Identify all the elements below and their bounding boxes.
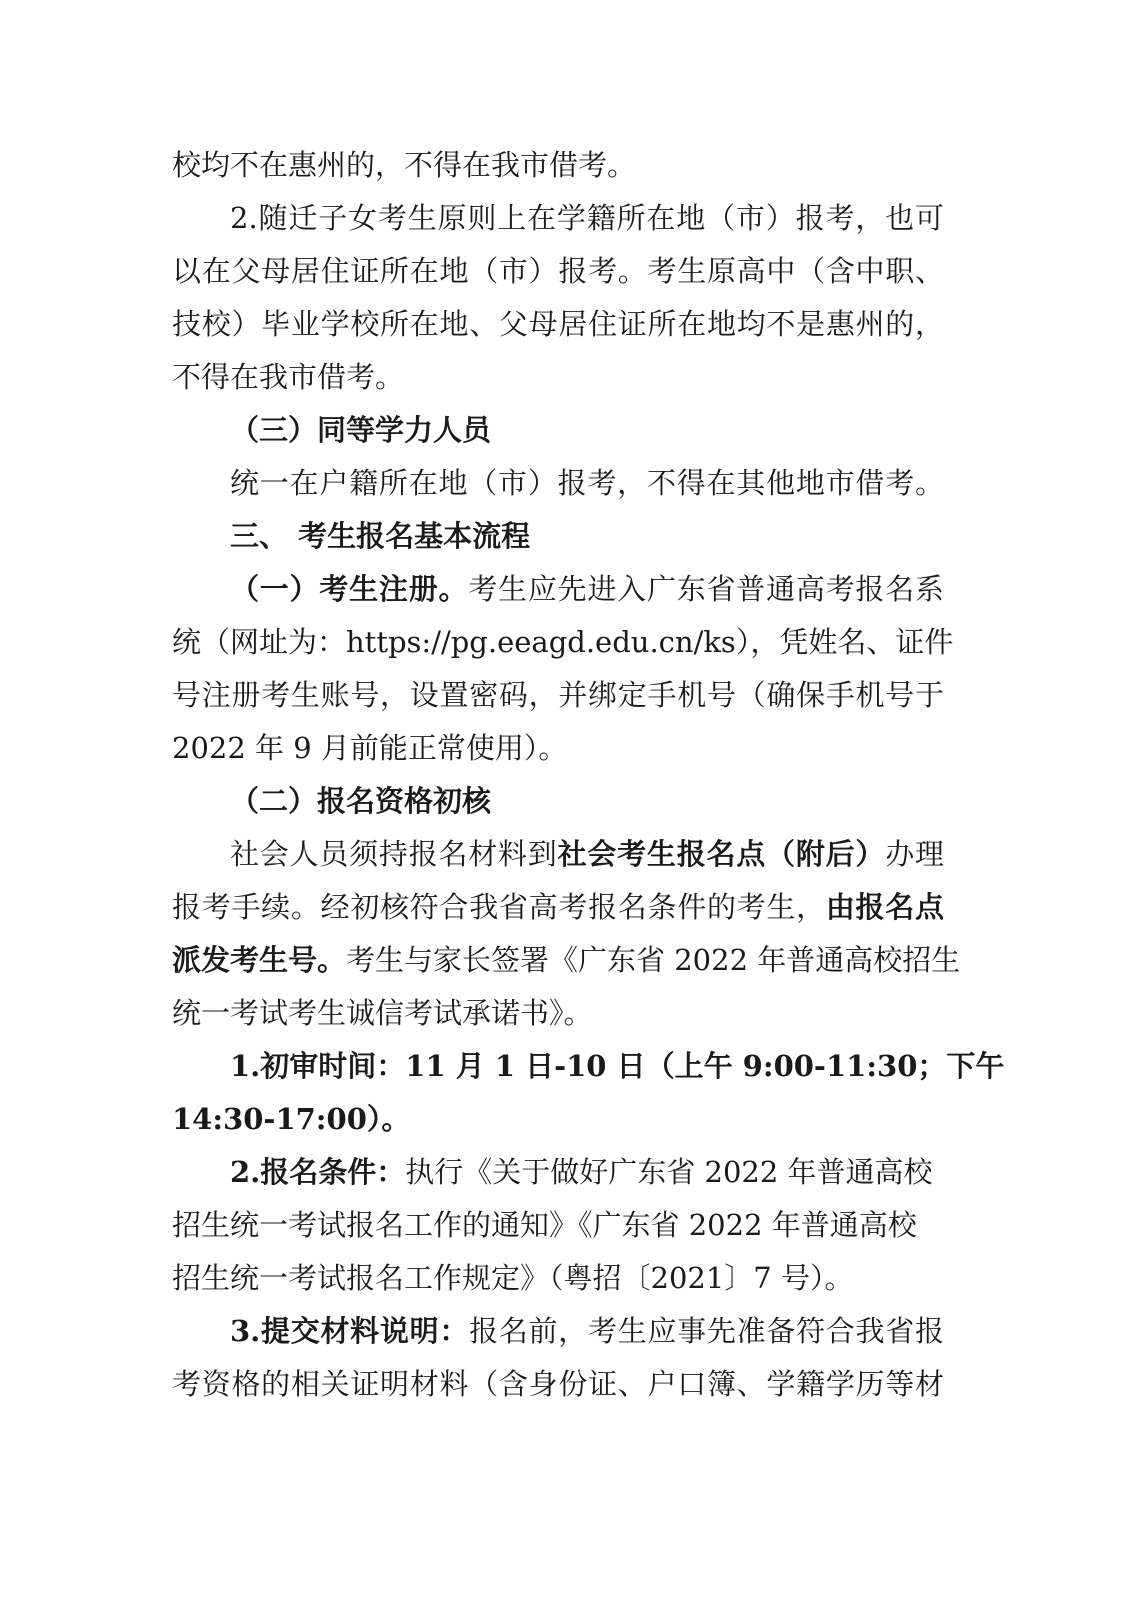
inline-emphasis: 由报名点 <box>825 890 944 924</box>
inline-text: 报名前，考生应事先准备符合我省报 <box>469 1314 944 1348</box>
paragraph-line: 招生统一考试报名工作的通知》《广东省 2022 年普通高校 <box>172 1208 917 1242</box>
paragraph-line: 号注册考生账号，设置密码，并绑定手机号（确保手机号于 <box>172 678 944 712</box>
inline-emphasis: 社会考生报名点（附后） <box>557 837 886 871</box>
inline-heading: 3.提交材料说明： <box>230 1314 470 1348</box>
section-heading: （二）报名资格初核 <box>230 784 492 818</box>
paragraph-line: 统（网址为：https://pg.eeagd.edu.cn/ks），凭姓名、证件 <box>172 625 954 659</box>
list-item <box>230 1311 944 1351</box>
inline-heading: 2.报名条件： <box>230 1155 406 1189</box>
list-item <box>230 1152 944 1192</box>
paragraph-line: 以在父母居住证所在地（市）报考。考生原高中（含中职、 <box>172 254 944 288</box>
list-item: 1.初审时间：11 月 1 日-10 日（上午 9:00-11:30；下午 <box>230 1049 1005 1083</box>
section-heading: （三）同等学力人员 <box>230 413 492 447</box>
paragraph-line <box>172 940 961 980</box>
paragraph-line: 统一考试考生诚信考试承诺书》。 <box>172 996 593 1030</box>
inline-text: 报考手续。经初核符合我省高考报名条件的考生， <box>172 890 826 924</box>
inline-text: 办理 <box>885 837 944 871</box>
paragraph-line: 招生统一考试报名工作规定》（粤招〔2021〕7 号）。 <box>172 1261 854 1295</box>
paragraph-line: 2022 年 9 月前能正常使用）。 <box>172 731 568 765</box>
paragraph-line: 2.随迁子女考生原则上在学籍所在地（市）报考，也可 <box>230 201 944 235</box>
inline-text: 考生应先进入广东省普通高考报名系 <box>468 572 944 606</box>
inline-text: 执行《关于做好广东省 2022 年普通高校 <box>405 1155 933 1189</box>
paragraph-line: 技校）毕业学校所在地、父母居住证所在地均不是惠州的， <box>172 307 944 341</box>
paragraph-line: 校均不在惠州的，不得在我市借考。 <box>172 148 637 182</box>
paragraph-line: 不得在我市借考。 <box>172 360 405 394</box>
paragraph-line <box>172 887 944 927</box>
paragraph-line: 统一在户籍所在地（市）报考，不得在其他地市借考。 <box>230 466 944 500</box>
inline-emphasis: 派发考生号。 <box>172 943 347 977</box>
paragraph-line <box>230 569 944 609</box>
paragraph-line <box>230 834 944 874</box>
inline-heading: （一）考生注册。 <box>230 572 469 606</box>
inline-text: 社会人员须持报名材料到 <box>230 837 558 871</box>
list-item: 14:30-17:00）。 <box>172 1102 411 1136</box>
chapter-heading: 三、 考生报名基本流程 <box>230 519 531 553</box>
inline-text: 考生与家长签署《广东省 2022 年普通高校招生 <box>346 943 961 977</box>
paragraph-line: 考资格的相关证明材料（含身份证、户口簿、学籍学历等材 <box>172 1367 944 1401</box>
